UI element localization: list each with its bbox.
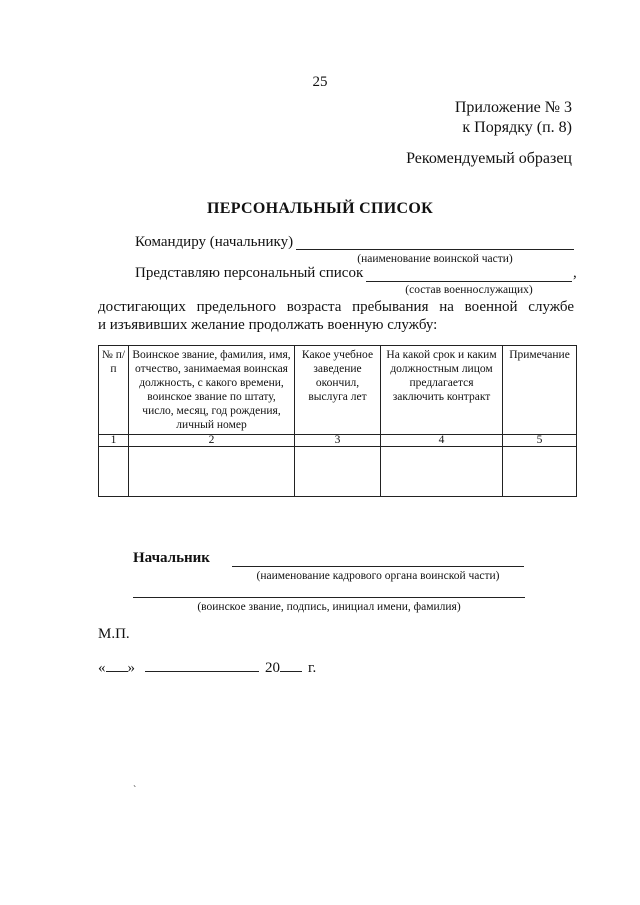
appendix-line-2: к Порядку (п. 8) xyxy=(462,119,572,136)
table-header-row xyxy=(99,346,577,435)
word: пребывания xyxy=(352,299,429,315)
appendix-block xyxy=(455,98,572,138)
chief-caption-1: (наименование кадрового органа воинской части) xyxy=(256,570,500,582)
commander-label: Командиру (начальнику) xyxy=(135,234,294,250)
column-number: 1 xyxy=(99,435,129,447)
column-number: 2 xyxy=(129,435,295,447)
chief-label: Начальник xyxy=(133,550,210,566)
day-blank xyxy=(106,671,128,672)
word: военной xyxy=(464,299,518,315)
page-number: 25 xyxy=(312,74,328,90)
word: службе xyxy=(528,299,574,315)
appendix-line-1: Приложение № 3 xyxy=(454,99,572,116)
month-blank xyxy=(145,671,259,672)
present-label: Представляю персональный список xyxy=(135,265,364,281)
column-number: 5 xyxy=(503,435,577,447)
table-column-numbers-row xyxy=(99,435,577,447)
word: возраста xyxy=(286,299,342,315)
present-caption: (состав военнослужащих) xyxy=(405,284,533,296)
table-cell xyxy=(295,447,381,497)
present-fill-line xyxy=(366,281,572,282)
paragraph-line-1 xyxy=(98,298,574,316)
chief-fill-line-1 xyxy=(232,566,524,567)
word: достигающих xyxy=(98,299,186,315)
paragraph-line-2: и изъявивших желание продолжать военную службу: xyxy=(98,317,438,333)
word: на xyxy=(439,299,454,315)
document-title: ПЕРСОНАЛЬНЫЙ СПИСОК xyxy=(207,200,433,217)
header-contract: На какой срок и каким должностным лицом предлагается заключить контракт xyxy=(381,346,503,435)
word: предельного xyxy=(196,299,276,315)
commander-caption: (наименование воинской части) xyxy=(357,253,513,265)
chief-caption-2: (воинское звание, подпись, инициал имени, фамилия) xyxy=(197,601,461,613)
table-row xyxy=(99,447,577,497)
year-prefix: 20 xyxy=(265,660,280,676)
column-number: 3 xyxy=(295,435,381,447)
table-cell xyxy=(503,447,577,497)
personnel-table xyxy=(98,345,577,497)
intro-paragraph xyxy=(98,298,574,334)
year-suffix: г. xyxy=(308,660,317,676)
stamp-label: М.П. xyxy=(98,626,130,642)
year-blank xyxy=(280,671,302,672)
header-education: Какое учебное заведение окончил, выслуга лет xyxy=(295,346,381,435)
stray-mark: ` xyxy=(133,785,137,796)
recommended-sample-label: Рекомендуемый образец xyxy=(406,150,572,167)
commander-fill-line xyxy=(296,249,574,250)
header-note: Примечание xyxy=(503,346,577,435)
date-line xyxy=(98,660,316,677)
table-cell xyxy=(381,447,503,497)
date-close-quote: » xyxy=(127,660,135,676)
date-open-quote: « xyxy=(98,660,106,676)
column-number: 4 xyxy=(381,435,503,447)
table-cell xyxy=(129,447,295,497)
table-cell xyxy=(99,447,129,497)
header-number: № п/п xyxy=(99,346,129,435)
present-trailing-comma: , xyxy=(573,265,577,281)
header-name: Воинское звание, фамилия, имя, отчество, занимаемая воинская должность, с какого времени, воинское звание по штату, число, месяц, год рождения, личный номер xyxy=(129,346,295,435)
chief-fill-line-2 xyxy=(133,597,525,598)
